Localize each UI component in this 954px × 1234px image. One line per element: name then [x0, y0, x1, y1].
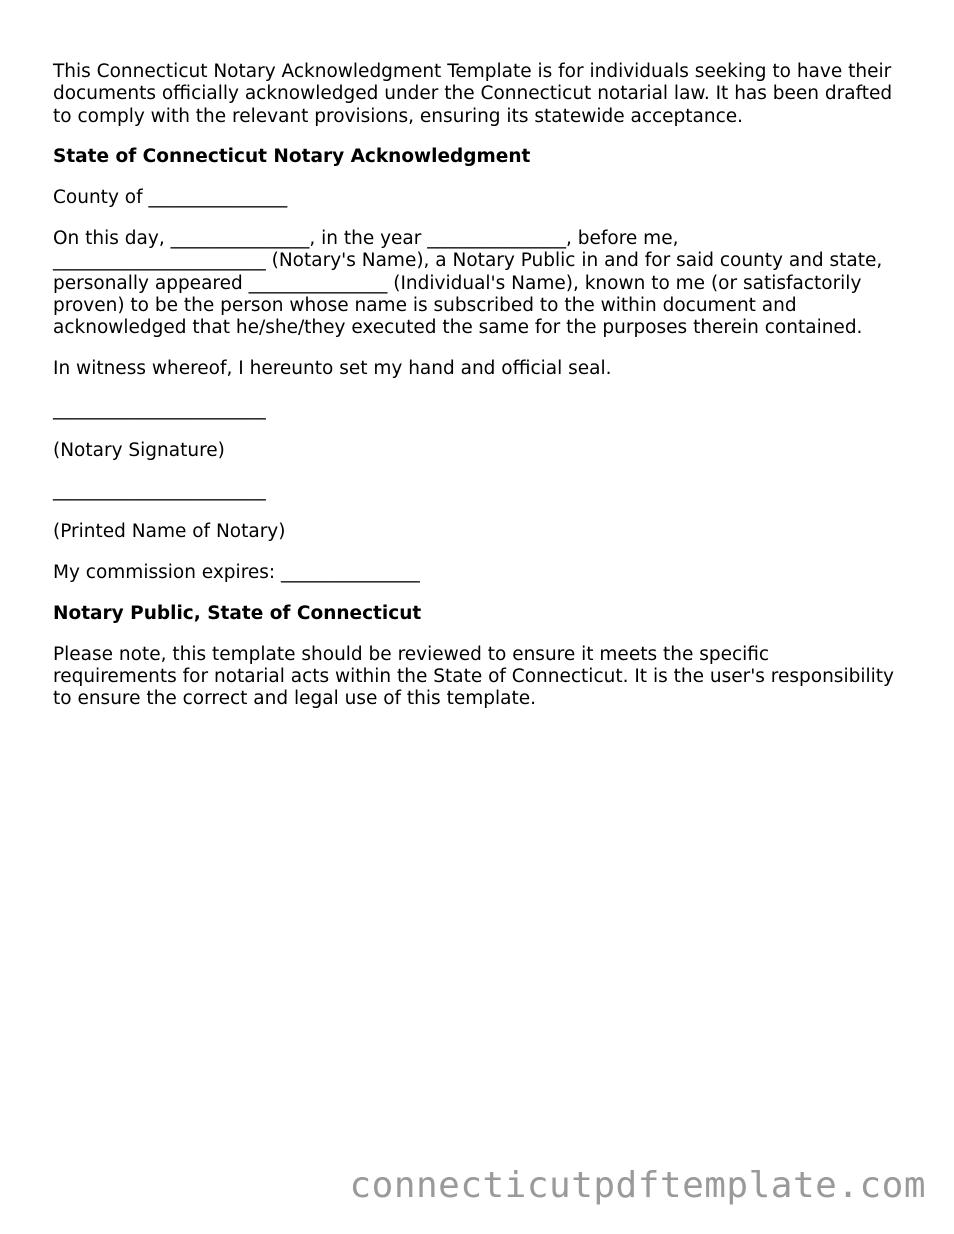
notary-public-title: Notary Public, State of Connecticut — [53, 602, 422, 624]
note-line: to ensure the correct and legal use of this template. — [53, 688, 536, 710]
document-title: State of Connecticut Notary Acknowledgment — [53, 146, 531, 168]
intro-line: to comply with the relevant provisions, ensuring its statewide acceptance. — [53, 105, 744, 127]
body-line: _______________________ (Notary's Name), a Notary Public in and for said county and state, — [53, 250, 883, 272]
note-line: requirements for notarial acts within the State of Connecticut. It is the user's responsibility — [53, 665, 894, 687]
intro-line: documents officially acknowledged under the Connecticut notarial law. It has been drafted — [53, 83, 893, 105]
printed-name-label: (Printed Name of Notary) — [53, 521, 286, 543]
printed-name-line: _______________________ — [53, 480, 266, 502]
acknowledgment-paragraph — [53, 228, 913, 339]
site-watermark: connecticutpdftemplate.com — [349, 1165, 926, 1206]
document-page — [53, 61, 913, 729]
intro-paragraph — [53, 61, 913, 128]
note-line: Please note, this template should be reviewed to ensure it meets the specific — [53, 643, 770, 665]
body-line: personally appeared _______________ (Individual's Name), known to me (or satisfactorily — [53, 272, 862, 294]
notary-signature-line: _______________________ — [53, 398, 266, 420]
body-line: acknowledged that he/she/they executed the same for the purposes therein contained. — [53, 317, 863, 339]
notary-signature-label: (Notary Signature) — [53, 439, 225, 461]
county-line: County of _______________ — [53, 187, 288, 209]
body-line: proven) to be the person whose name is subscribed to the within document and — [53, 294, 797, 316]
witness-statement: In witness whereof, I hereunto set my hand and official seal. — [53, 357, 612, 379]
commission-expiry: My commission expires: _______________ — [53, 561, 420, 583]
intro-line: This Connecticut Notary Acknowledgment Template is for individuals seeking to have their — [53, 61, 892, 82]
body-line: On this day, _______________, in the year _______________, before me, — [53, 227, 679, 249]
disclaimer-paragraph — [53, 644, 913, 711]
